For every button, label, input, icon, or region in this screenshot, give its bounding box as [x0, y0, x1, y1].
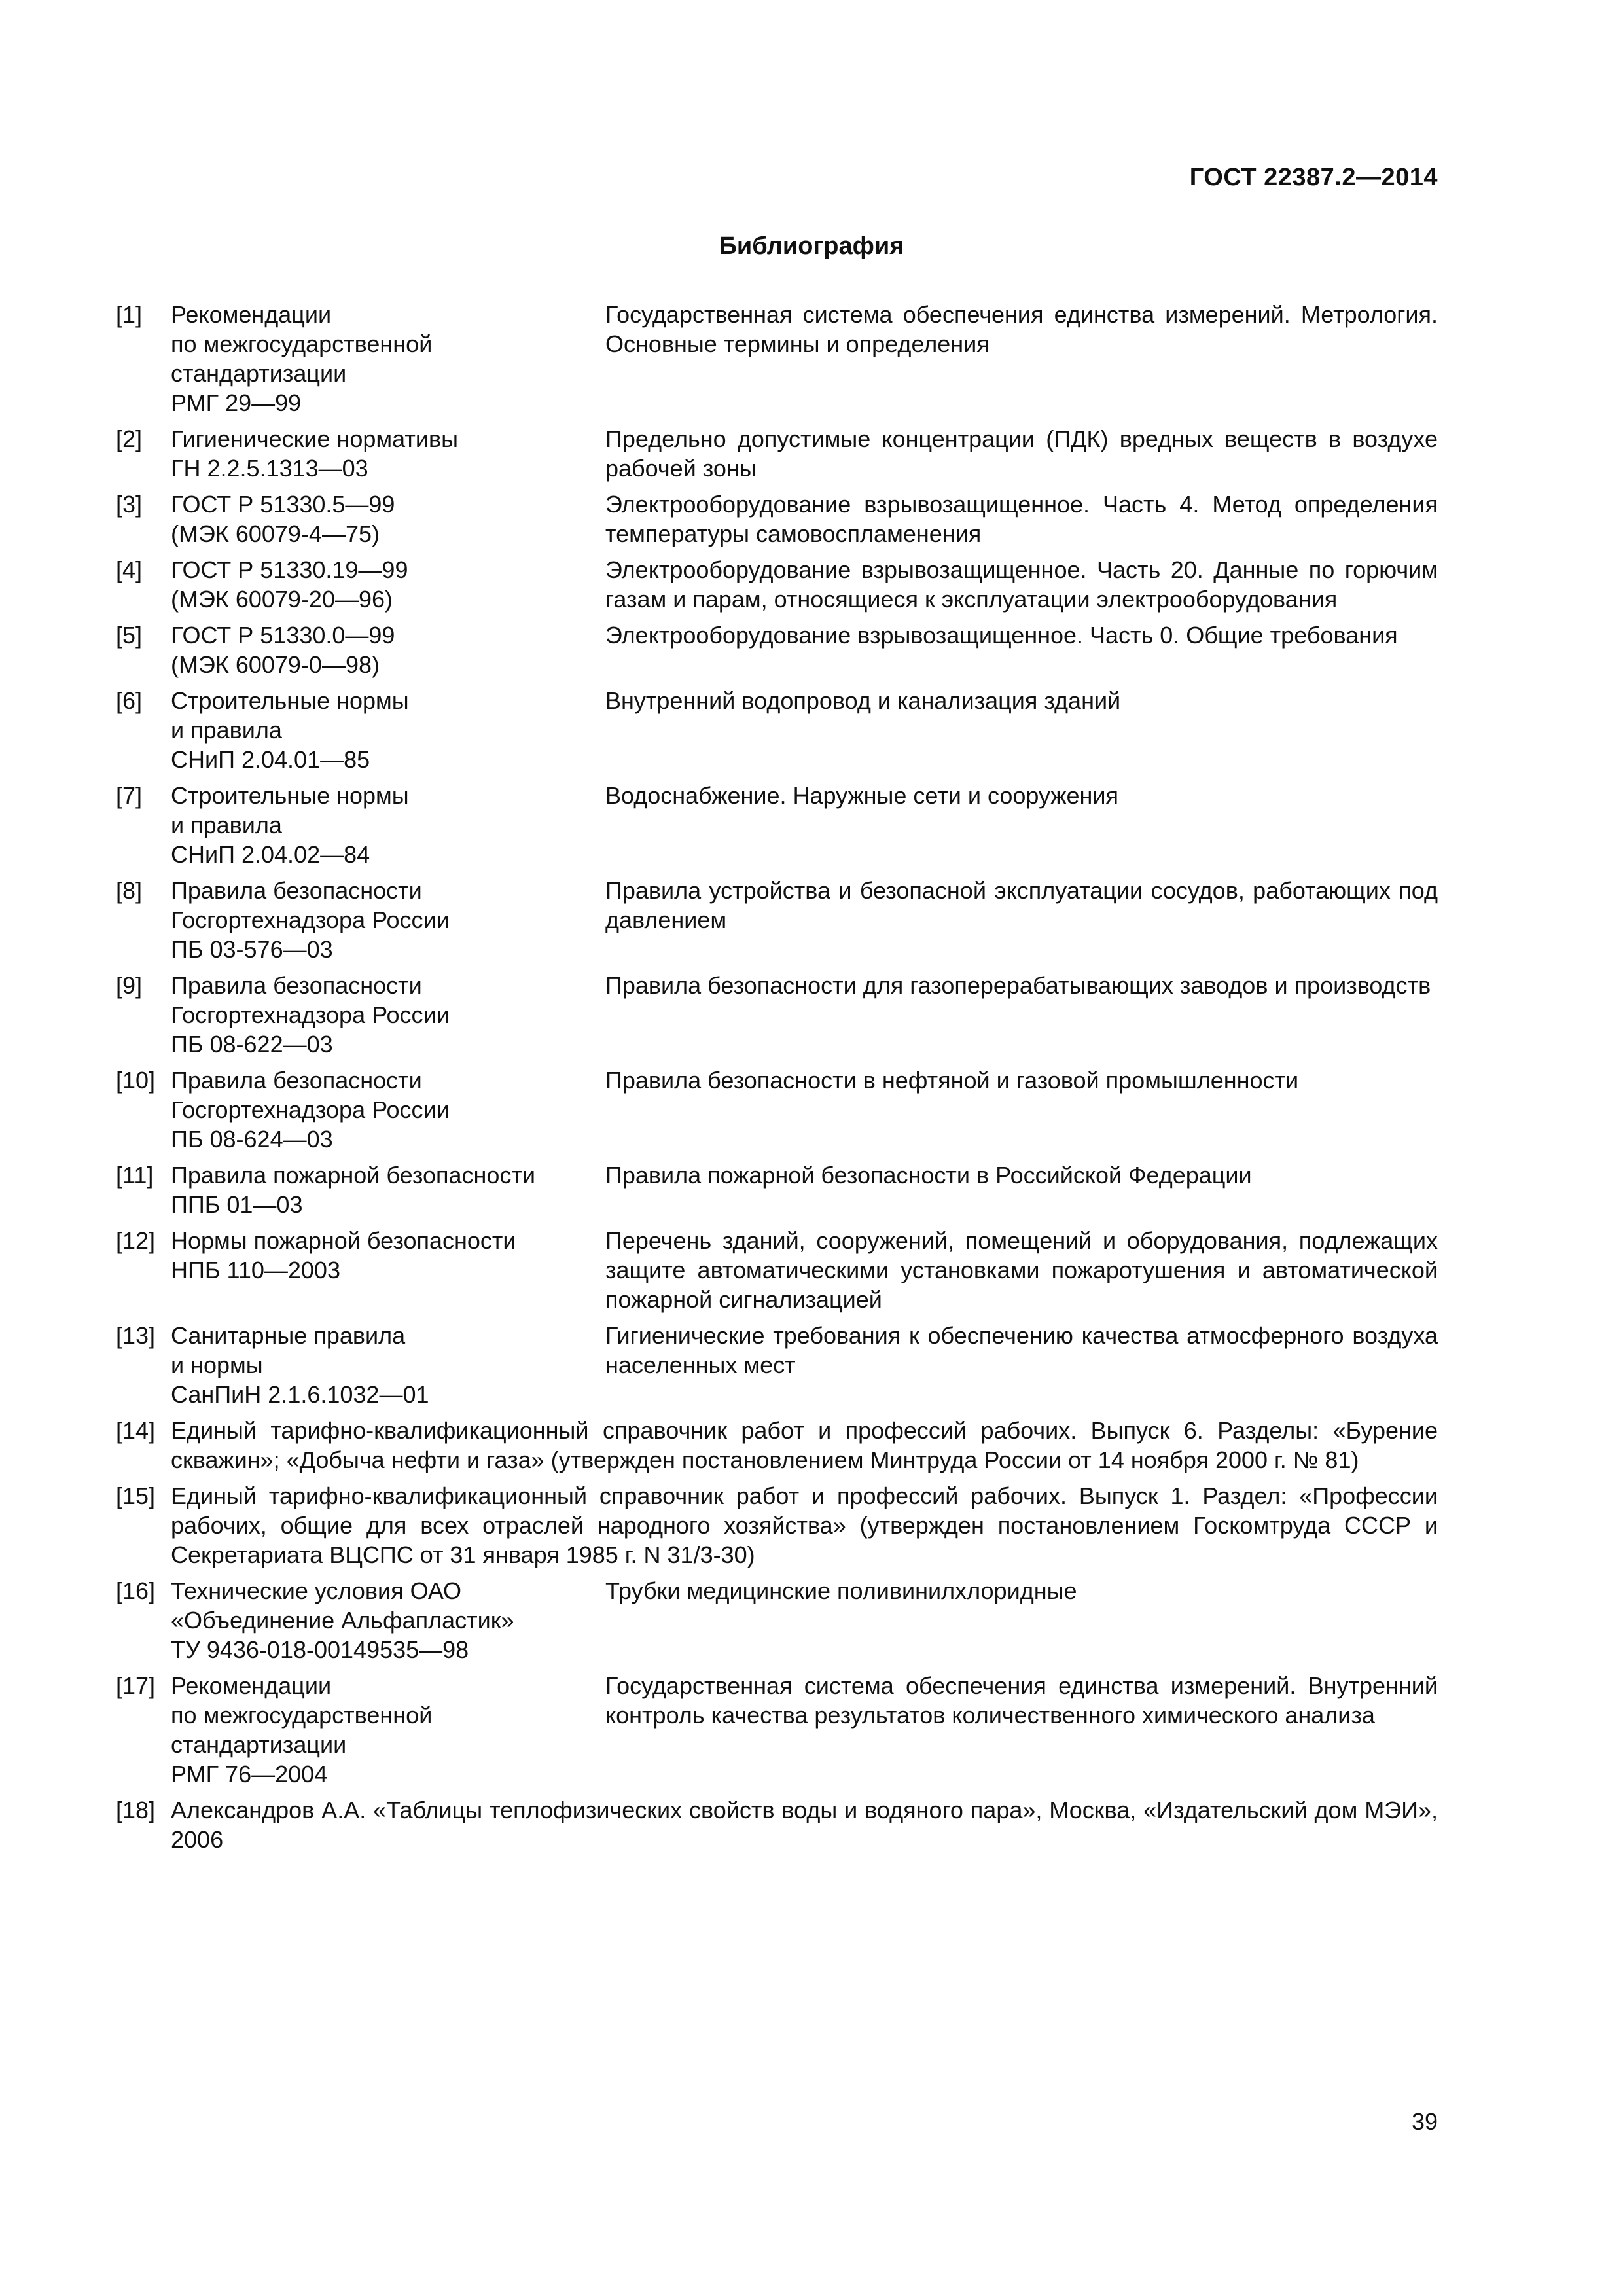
entry-source: ГОСТ Р 51330.0—99 (МЭК 60079-0—98): [171, 622, 395, 678]
bibliography-entry: [116, 1671, 1438, 1789]
entry-title: Перечень зданий, сооружений, помещений и оборудования, подлежащих защите автоматическими установками пожаротушения и автоматической пожарной сигнализацией: [605, 1227, 1438, 1313]
entry-source: Рекомендации по межгосударственной стандартизации РМГ 29—99: [171, 301, 433, 416]
entry-source: Строительные нормы и правила СНиП 2.04.02—84: [171, 782, 409, 868]
bibliography-entry: [116, 1416, 1438, 1475]
bibliography-entry: [116, 1321, 1438, 1409]
entry-source: Нормы пожарной безопасности НПБ 110—2003: [171, 1227, 516, 1283]
entry-source: Правила безопасности Госгортехнадзора России ПБ 03-576—03: [171, 877, 450, 963]
bibliography-entry: [116, 686, 1438, 774]
entry-number: [16]: [116, 1577, 156, 1604]
entry-source: Гигиенические нормативы ГН 2.2.5.1313—03: [171, 425, 458, 482]
entry-title: Гигиенические требования к обеспечению качества атмосферного воздуха населенных мест: [605, 1322, 1438, 1378]
entry-title: Правила безопасности для газоперерабатывающих заводов и производств: [605, 972, 1431, 999]
bibliography-entry: [116, 300, 1438, 418]
entry-title: Трубки медицинские поливинилхлоридные: [605, 1577, 1077, 1604]
bibliography-entry: [116, 971, 1438, 1059]
bibliography-entry: [116, 424, 1438, 483]
entry-title: Электрооборудование взрывозащищенное. Часть 4. Метод определения температуры самовоспламенения: [605, 491, 1438, 547]
entry-source: Правила безопасности Госгортехнадзора России ПБ 08-622—03: [171, 972, 450, 1058]
bibliography-entry: [116, 620, 1438, 679]
entry-source: ГОСТ Р 51330.5—99 (МЭК 60079-4—75): [171, 491, 395, 547]
entry-number: [7]: [116, 782, 143, 809]
bibliography-entry: [116, 1160, 1438, 1219]
entry-number: [1]: [116, 301, 143, 328]
bibliography-entry: [116, 490, 1438, 548]
entry-title: Предельно допустимые концентрации (ПДК) вредных веществ в воздухе рабочей зоны: [605, 425, 1438, 482]
entry-title: Электрооборудование взрывозащищенное. Часть 0. Общие требования: [605, 622, 1398, 649]
entry-number: [11]: [116, 1162, 154, 1189]
bibliography-list: [116, 300, 1438, 1861]
bibliography-entry: [116, 1226, 1438, 1314]
section-title: Библиография: [719, 232, 904, 260]
entry-title: Правила безопасности в нефтяной и газовой промышленности: [605, 1067, 1299, 1094]
entry-number: [10]: [116, 1067, 156, 1094]
entry-number: [6]: [116, 687, 143, 714]
entry-number: [8]: [116, 877, 143, 904]
entry-number: [12]: [116, 1227, 156, 1254]
entry-title: Внутренний водопровод и канализация зданий: [605, 687, 1121, 714]
entry-number: [18]: [116, 1797, 156, 1823]
entry-title: Водоснабжение. Наружные сети и сооружения: [605, 782, 1119, 809]
entry-number: [2]: [116, 425, 143, 452]
entry-source: Технические условия ОАО «Объединение Альфапластик» ТУ 9436-018-00149535—98: [171, 1577, 514, 1663]
entry-source: Рекомендации по межгосударственной стандартизации РМГ 76—2004: [171, 1672, 433, 1787]
entry-source: Санитарные правила и нормы СанПиН 2.1.6.1032—01: [171, 1322, 429, 1408]
entry-number: [13]: [116, 1322, 156, 1349]
bibliography-entry: [116, 1481, 1438, 1570]
entry-number: [5]: [116, 622, 143, 649]
entry-source: Правила пожарной безопасности ППБ 01—03: [171, 1162, 536, 1218]
entry-number: [15]: [116, 1482, 156, 1509]
bibliography-entry: [116, 555, 1438, 614]
entry-source: Правила безопасности Госгортехнадзора России ПБ 08-624—03: [171, 1067, 450, 1153]
entry-text: Единый тарифно-квалификационный справочник работ и профессий рабочих. Выпуск 1. Раздел: «Профессии рабочих, общие для всех отраслей народного хозяйства» (утвержден постановлением Госкомтруда СССР и Секретариата ВЦСПС от 31 января 1985 г. N 31/3-30): [171, 1482, 1438, 1568]
entry-title: Электрооборудование взрывозащищенное. Часть 20. Данные по горючим газам и парам, относящиеся к эксплуатации электрооборудования: [605, 556, 1438, 613]
page-number: 39: [1411, 2108, 1438, 2135]
entry-title: Государственная система обеспечения единства измерений. Внутренний контроль качества результатов количественного химического анализа: [605, 1672, 1438, 1729]
entry-title: Государственная система обеспечения единства измерений. Метрология. Основные термины и определения: [605, 301, 1438, 357]
entry-source: Строительные нормы и правила СНиП 2.04.01—85: [171, 687, 409, 773]
entry-number: [14]: [116, 1417, 156, 1444]
entry-number: [3]: [116, 491, 143, 518]
entry-text: Единый тарифно-квалификационный справочник работ и профессий рабочих. Выпуск 6. Разделы: «Бурение скважин»; «Добыча нефти и газа» (утвержден постановлением Минтруда России от 14 ноября 2000 г. № 81): [171, 1417, 1438, 1473]
entry-text: Александров А.А. «Таблицы теплофизических свойств воды и водяного пара», Москва, «Издательский дом МЭИ», 2006: [171, 1797, 1438, 1853]
entry-number: [4]: [116, 556, 143, 583]
bibliography-entry: [116, 781, 1438, 869]
entry-title: Правила пожарной безопасности в Российской Федерации: [605, 1162, 1252, 1189]
entry-number: [17]: [116, 1672, 156, 1699]
bibliography-entry: [116, 1576, 1438, 1664]
document-code: ГОСТ 22387.2—2014: [1189, 164, 1438, 191]
bibliography-entry: [116, 876, 1438, 964]
bibliography-entry: [116, 1795, 1438, 1854]
entry-title: Правила устройства и безопасной эксплуатации сосудов, работающих под давлением: [605, 877, 1438, 933]
entry-number: [9]: [116, 972, 143, 999]
bibliography-entry: [116, 1066, 1438, 1154]
entry-source: ГОСТ Р 51330.19—99 (МЭК 60079-20—96): [171, 556, 408, 613]
